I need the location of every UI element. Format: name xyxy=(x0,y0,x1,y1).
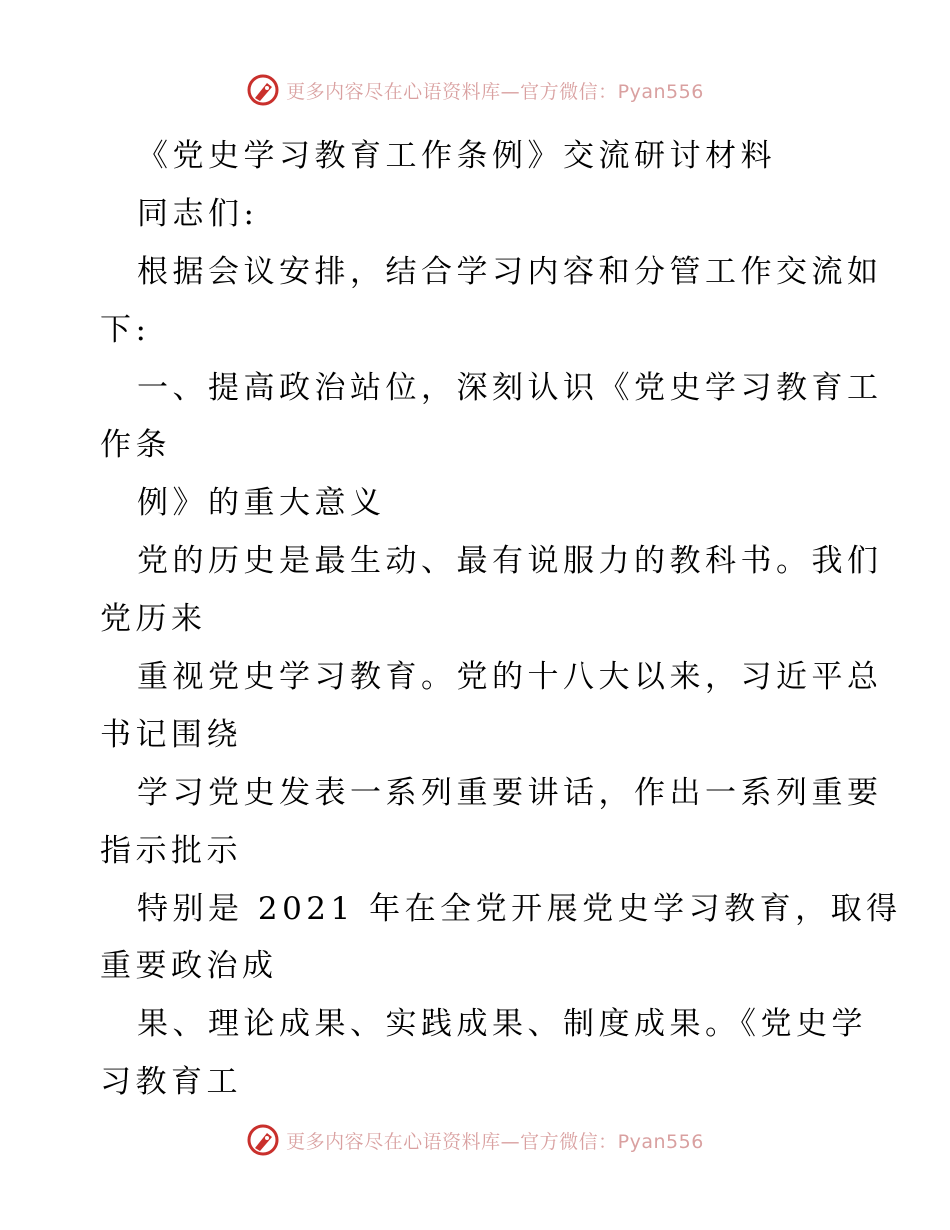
text-line: 根据会议安排，结合学习内容和分管工作交流如 xyxy=(137,253,883,290)
pen-nib-logo-icon xyxy=(246,73,280,107)
text-line: 作条 xyxy=(100,427,171,464)
text-line: 指示批示 xyxy=(100,832,242,869)
text-line: 下: xyxy=(100,311,151,348)
text-line: 重要政治成 xyxy=(100,948,278,985)
text-line: 《党史学习教育工作条例》交流研讨材料 xyxy=(137,138,776,174)
text-line: 一、提高政治站位，深刻认识《党史学习教育工 xyxy=(137,369,883,406)
text-line: 习教育工 xyxy=(100,1064,242,1101)
footer-watermark xyxy=(0,1120,950,1160)
text-line: 书记围绕 xyxy=(100,716,242,753)
text-line: 例》的重大意义 xyxy=(137,485,386,522)
text-line: 党历来 xyxy=(100,601,207,638)
text-line: 学习党史发表一系列重要讲话，作出一系列重要 xyxy=(137,774,883,811)
pen-nib-logo-icon xyxy=(246,1123,280,1157)
header-watermark xyxy=(0,70,950,110)
watermark-text: 更多内容尽在心语资料库—官方微信：Pyan556 xyxy=(286,80,704,103)
text-line: 党的历史是最生动、最有说服力的教科书。我们 xyxy=(137,543,883,580)
document-body xyxy=(100,128,902,1112)
text-line: 重视党史学习教育。党的十八大以来，习近平总 xyxy=(137,659,883,696)
text-line: 同志们: xyxy=(137,195,259,232)
text-line: 特别是 2021 年在全党开展党史学习教育，取得 xyxy=(137,890,902,927)
text-line: 果、理论成果、实践成果、制度成果。《党史学 xyxy=(137,1006,867,1043)
watermark-text: 更多内容尽在心语资料库—官方微信：Pyan556 xyxy=(286,1130,704,1153)
